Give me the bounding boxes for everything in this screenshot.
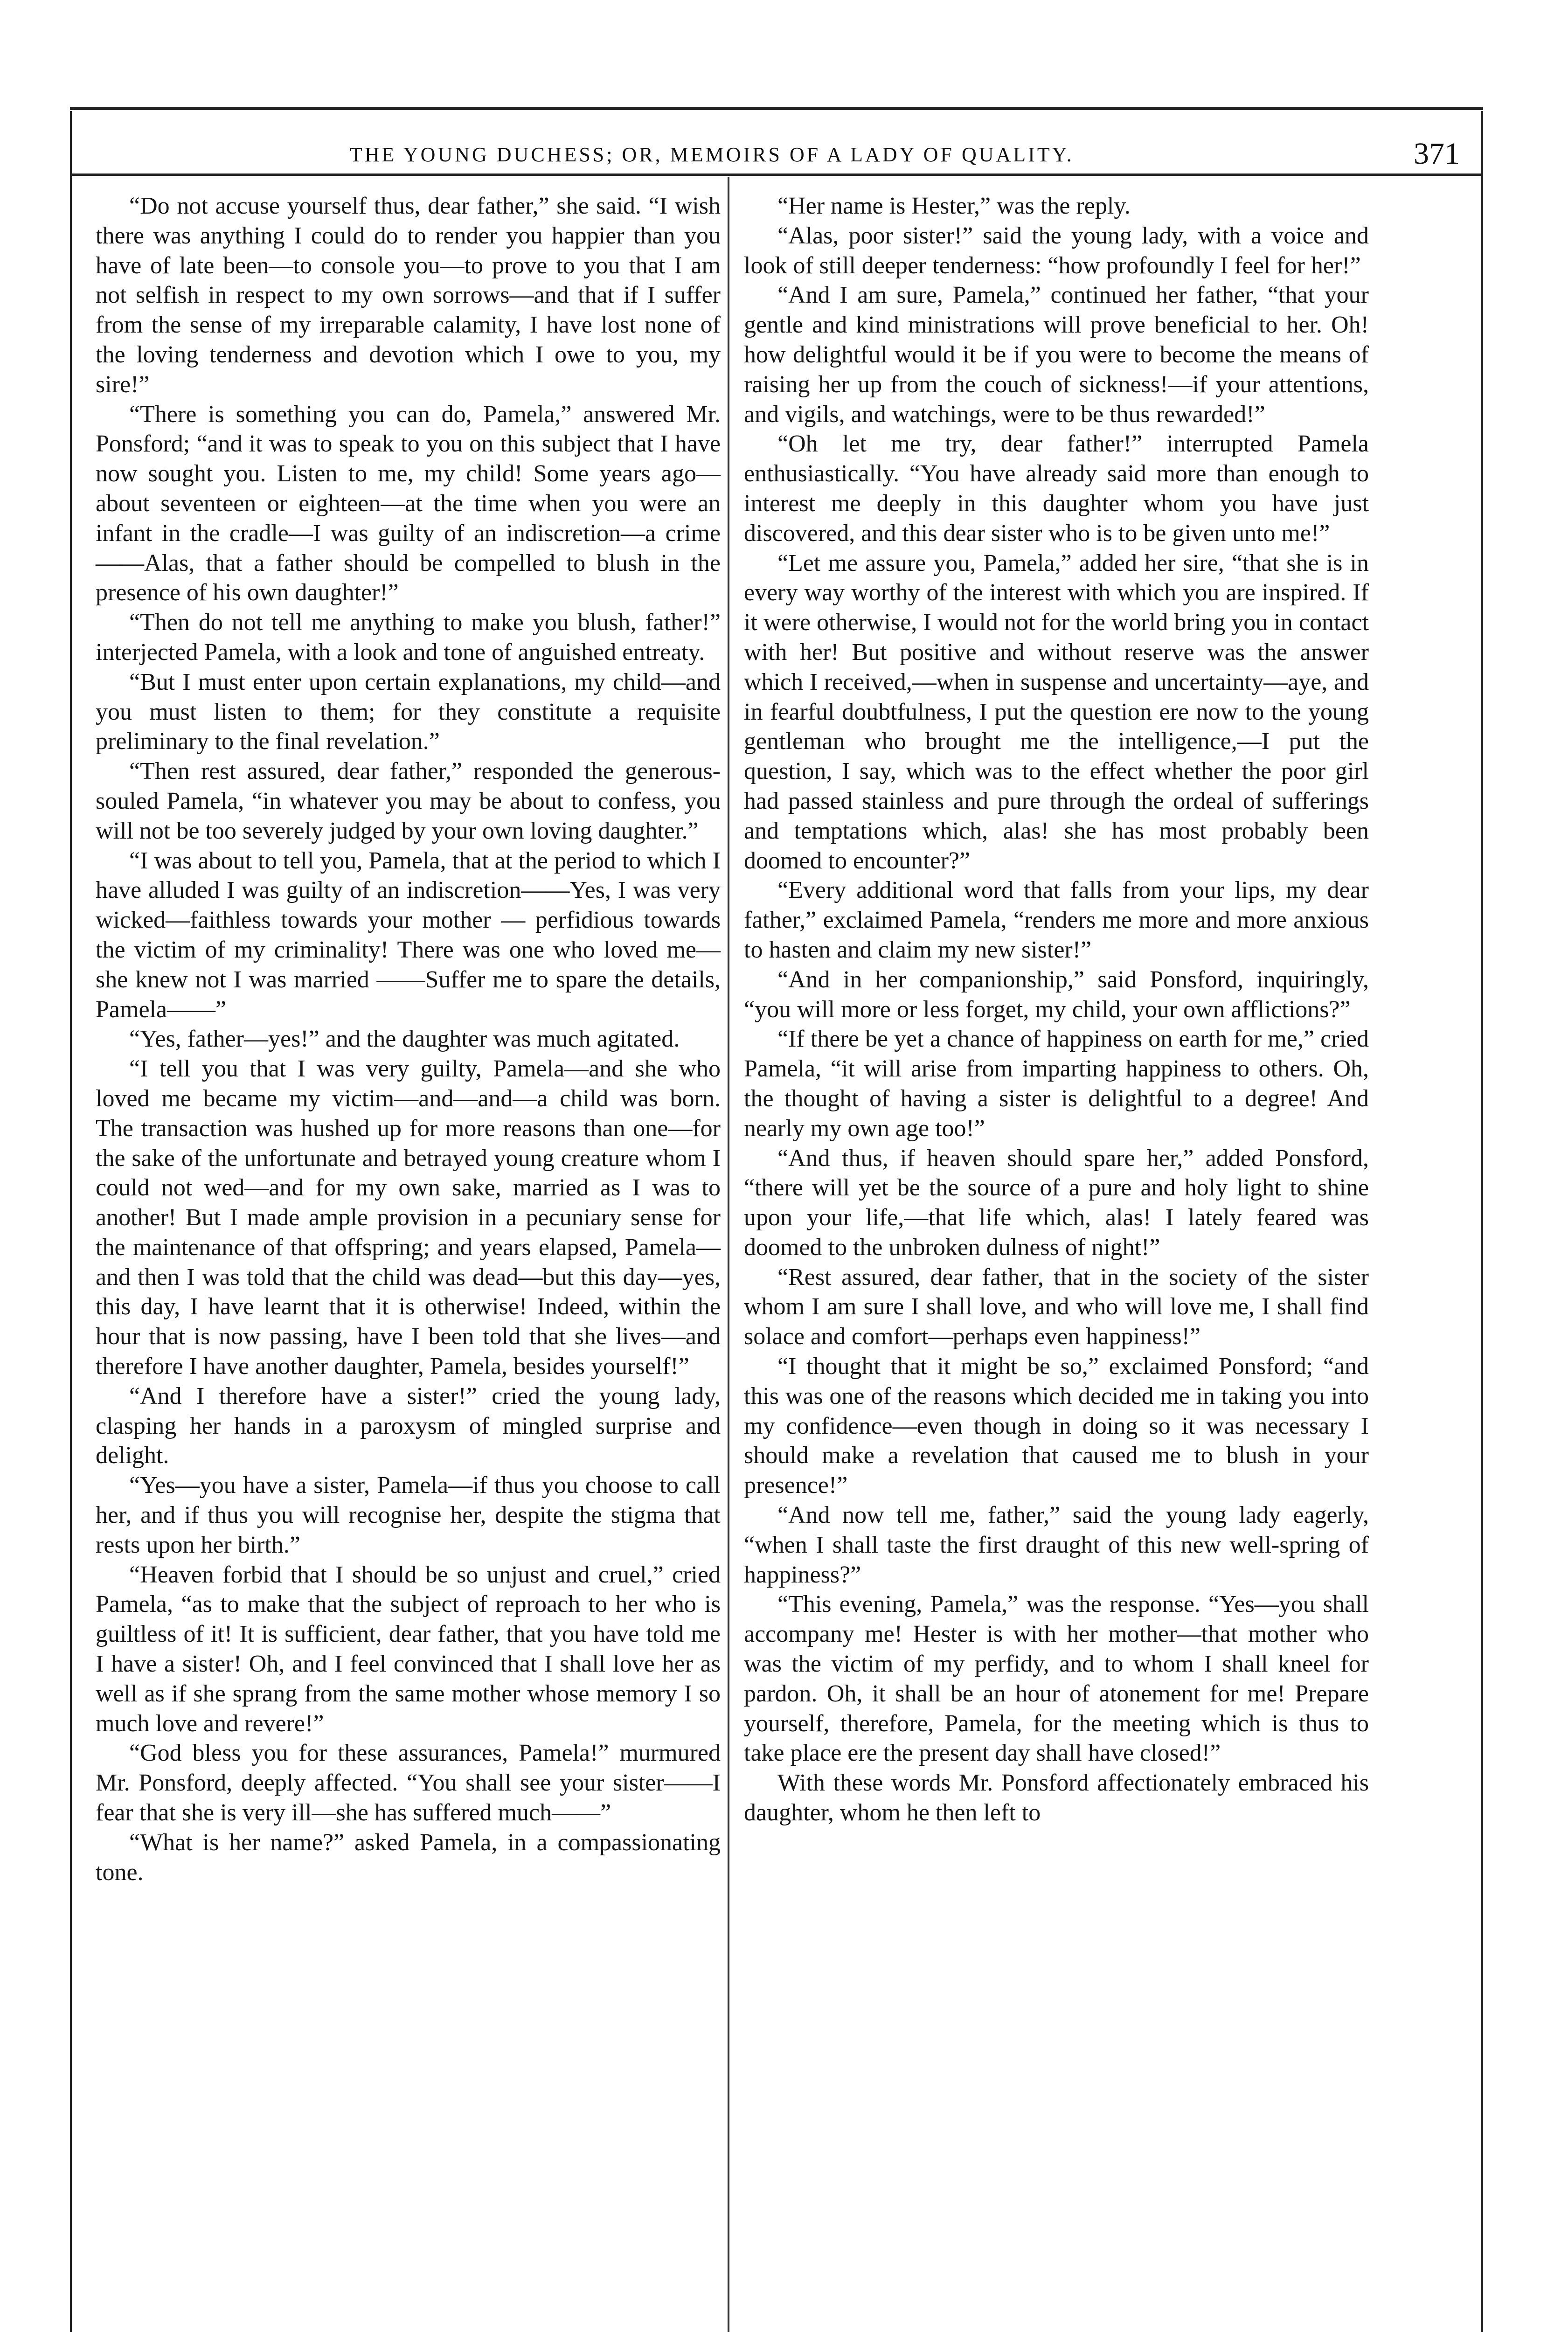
paragraph: “Yes, father—yes!” and the daughter was much agitated.: [129, 1026, 680, 1053]
paragraph: “And now tell me, father,” said the young lady eagerly, “when I shall taste the first draught of this new well-spring of happiness?”: [744, 1502, 1369, 1588]
paragraph: “Then rest assured, dear father,” responded the generous-souled Pamela, “in whatever you may be about to confess, you will not be too severely judged by your own loving daughter.”: [96, 758, 721, 844]
running-header: [75, 136, 1478, 174]
paragraph: “Do not accuse yourself thus, dear father,” she said. “I wish there was anything I could do to render you happier than you have of late been—to console you—to prove to you that I am not selfish in respect to my own sorrows—and that if I suffer from the sense of my irreparable calamity, I have lost none of the loving tenderness and devotion which I owe to you, my sire!”: [96, 193, 721, 398]
paragraph: “I thought that it might be so,” exclaimed Ponsford; “and this was one of the reasons which decided me in taking you into my confidence—even though in doing so it was necessary I should make a revelation that caused me to blush in your presence!”: [744, 1353, 1369, 1499]
paragraph: “Heaven forbid that I should be so unjust and cruel,” cried Pamela, “as to make that the subject of reproach to her who is guiltless of it! It is sufficient, dear father, that you have told me I have a sister! Oh, and I feel convinced that I shall love her as well as if she sprang from the same mother whose memory I so much love and revere!”: [96, 1561, 721, 1737]
paragraph: “What is her name?” asked Pamela, in a compassionating tone.: [96, 1829, 721, 1886]
paragraph: “Yes—you have a sister, Pamela—if thus you choose to call her, and if thus you will recognise her, despite the stigma that rests upon her birth.”: [96, 1472, 721, 1558]
paragraph: “And thus, if heaven should spare her,” added Ponsford, “there will yet be the source of a pure and holy light to shine upon your life,—that life which, alas! I lately feared was doomed to the unbroken dulness of night!”: [744, 1145, 1369, 1261]
paragraph: “This evening, Pamela,” was the response. “Yes—you shall accompany me! Hester is with her mother—that mother who was the victim of my perfidy, and to whom I shall kneel for pardon. Oh, it shall be an hour of atonement for me! Prepare yourself, therefore, Pamela, for the meeting which is thus to take place ere the present day shall have closed!”: [744, 1591, 1369, 1767]
paragraph: “I tell you that I was very guilty, Pamela—and she who loved me became my victim—and—and—a child was born. The transaction was hushed up for more reasons than one—for the sake of the unfortunate and betrayed young creature whom I could not wed—and for my own sake, married as I was to another! But I made ample provision in a pecuniary sense for the maintenance of that offspring; and years elapsed, Pamela—and then I was told that the child was dead—but this day—yes, this day, I have learnt that it is otherwise! Indeed, within the hour that is now passing, have I been told that she lives—and therefore I have another daughter, Pamela, besides yourself!”: [96, 1055, 721, 1380]
paragraph: “Let me assure you, Pamela,” added her sire, “that she is in every way worthy of the interest with which you are inspired. If it were otherwise, I would not for the world bring you in contact with her! But positive and without reserve was the answer which I received,—when in suspense and uncertainty—aye, and in fearful doubtfulness, I put the question ere now to the young gentleman who brought me the intelligence,—I put the question, I say, which was to the effect whether the poor girl had passed stainless and pure through the ordeal of sufferings and temptations which, alas! she has most probably been doomed to encounter?”: [744, 549, 1369, 874]
paragraph: “Her name is Hester,” was the reply.: [777, 193, 1131, 219]
paragraph: “But I must enter upon certain explanations, my child—and you must listen to them; for they constitute a requisite preliminary to the final revelation.”: [96, 668, 721, 755]
paragraph: “And in her companionship,” said Ponsford, inquiringly, “you will more or less forget, my child, your own afflictions?”: [744, 966, 1369, 1023]
header-rule: [70, 174, 1483, 176]
right-column: [744, 191, 1369, 1828]
paragraph: “And I therefore have a sister!” cried the young lady, clasping her hands in a paroxysm of mingled surprise and delight.: [96, 1382, 721, 1469]
paragraph: “God bless you for these assurances, Pamela!” murmured Mr. Ponsford, deeply affected. “You shall see your sister——I fear that she is very ill—she has suffered much——”: [96, 1740, 721, 1826]
paragraph: “Rest assured, dear father, that in the society of the sister whom I am sure I shall love, and who will love me, I shall find solace and comfort—perhaps even happiness!”: [744, 1263, 1369, 1350]
paragraph: “I was about to tell you, Pamela, that at the period to which I have alluded I was guilty of an indiscretion——Yes, I was very wicked—faithless towards your mother — perfidious towards the victim of my criminality! There was one who loved me—she knew not I was married ——Suffer me to spare the details, Pamela——”: [96, 847, 721, 1023]
page-number: 371: [1414, 137, 1460, 171]
paragraph: “Oh let me try, dear father!” interrupted Pamela enthusiastically. “You have already said more than enough to interest me deeply in this daughter whom you have just discovered, and this dear sister who is to be given unto me!”: [744, 430, 1369, 547]
top-rule: [70, 107, 1483, 110]
column-divider: [728, 177, 729, 2332]
paragraph: With these words Mr. Ponsford affectionately embraced his daughter, whom he then left to: [744, 1770, 1369, 1826]
running-title: THE YOUNG DUCHESS; OR, MEMOIRS OF A LADY OF QUALITY.: [350, 143, 1074, 166]
paragraph: “Then do not tell me anything to make you blush, father!” interjected Pamela, with a look and tone of anguished entreaty.: [96, 609, 721, 666]
paragraph: “If there be yet a chance of happiness on earth for me,” cried Pamela, “it will arise from imparting happiness to others. Oh, the thought of having a sister is delightful to a degree! And nearly my own age too!”: [744, 1026, 1369, 1142]
paragraph: “Alas, poor sister!” said the young lady, with a voice and look of still deeper tenderness: “how profoundly I feel for her!”: [744, 222, 1369, 279]
paragraph: “And I am sure, Pamela,” continued her father, “that your gentle and kind ministrations will prove beneficial to her. Oh! how delightful would it be if you were to become the means of raising her up from the couch of sickness!—if your attentions, and vigils, and watchings, were to be thus rewarded!”: [744, 282, 1369, 428]
left-column: [96, 191, 721, 1887]
paragraph: “There is something you can do, Pamela,” answered Mr. Ponsford; “and it was to speak to you on this subject that I have now sought you. Listen to me, my child! Some years ago—about seventeen or eighteen—at the time when you were an infant in the cradle—I was guilty of an indiscretion—a crime——Alas, that a father should be compelled to blush in the presence of his own daughter!”: [96, 401, 721, 606]
paragraph: “Every additional word that falls from your lips, my dear father,” exclaimed Pamela, “renders me more and more anxious to hasten and claim my new sister!”: [744, 877, 1369, 963]
